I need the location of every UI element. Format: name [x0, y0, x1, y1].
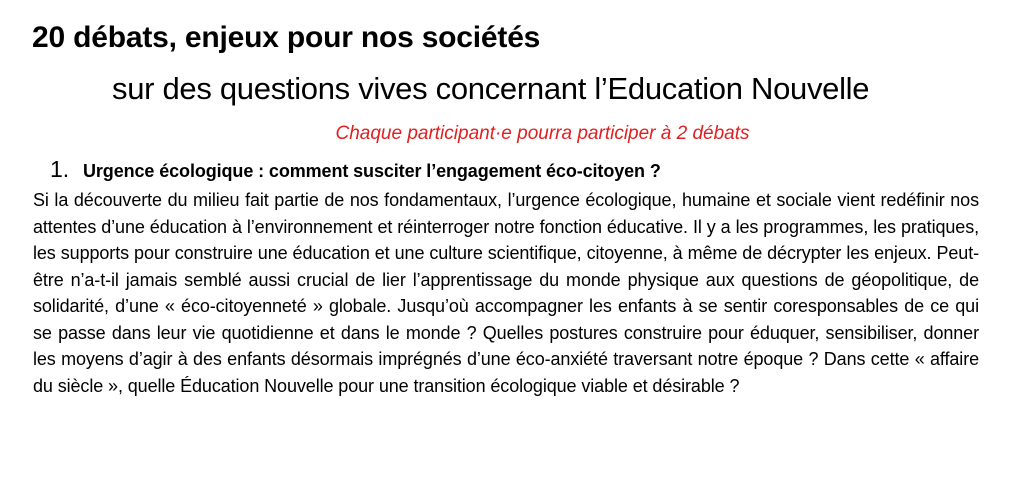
section-body: Si la découverte du milieu fait partie de nos fondamentaux, l’urgence écologique, humaine et sociale vient redéfinir nos attentes d’une éducation à l’environnement et réinterroger notre fonction éducative. Il y a les programmes, les pratiques, les supports pour construire une éducation et une culture scientifique, citoyenne, à même de décrypter les enjeux. Peut-être n’a-t-il jamais semblé aussi crucial de lier l’apprentissage du monde physique aux questions de géopolitique, de solidarité, d’une « éco-citoyenneté » globale. Jusqu’où accompagner les enfants à se sentir coresponsables de ce qui se passe dans leur vie quotidienne et dans le monde ? Quelles postures construire pour éduquer, sensibiliser, donner les moyens d’agir à des enfants désormais imprégnés d’une éco-anxiété traversant notre époque ? Dans cette « affaire du siècle », quelle Éducation Nouvelle pour une transition écologique viable et désirable ? [33, 190, 979, 396]
document-title: 20 débats, enjeux pour nos sociétés [32, 21, 541, 54]
section-number: 1. [50, 156, 70, 182]
document-subtitle: sur des questions vives concernant l’Education Nouvelle [112, 71, 870, 106]
section-title: Urgence écologique : comment susciter l’engagement éco-citoyen ? [83, 161, 661, 181]
participation-note: Chaque participant·e pourra participer à 2 débats [335, 123, 750, 144]
section-heading [50, 154, 661, 188]
